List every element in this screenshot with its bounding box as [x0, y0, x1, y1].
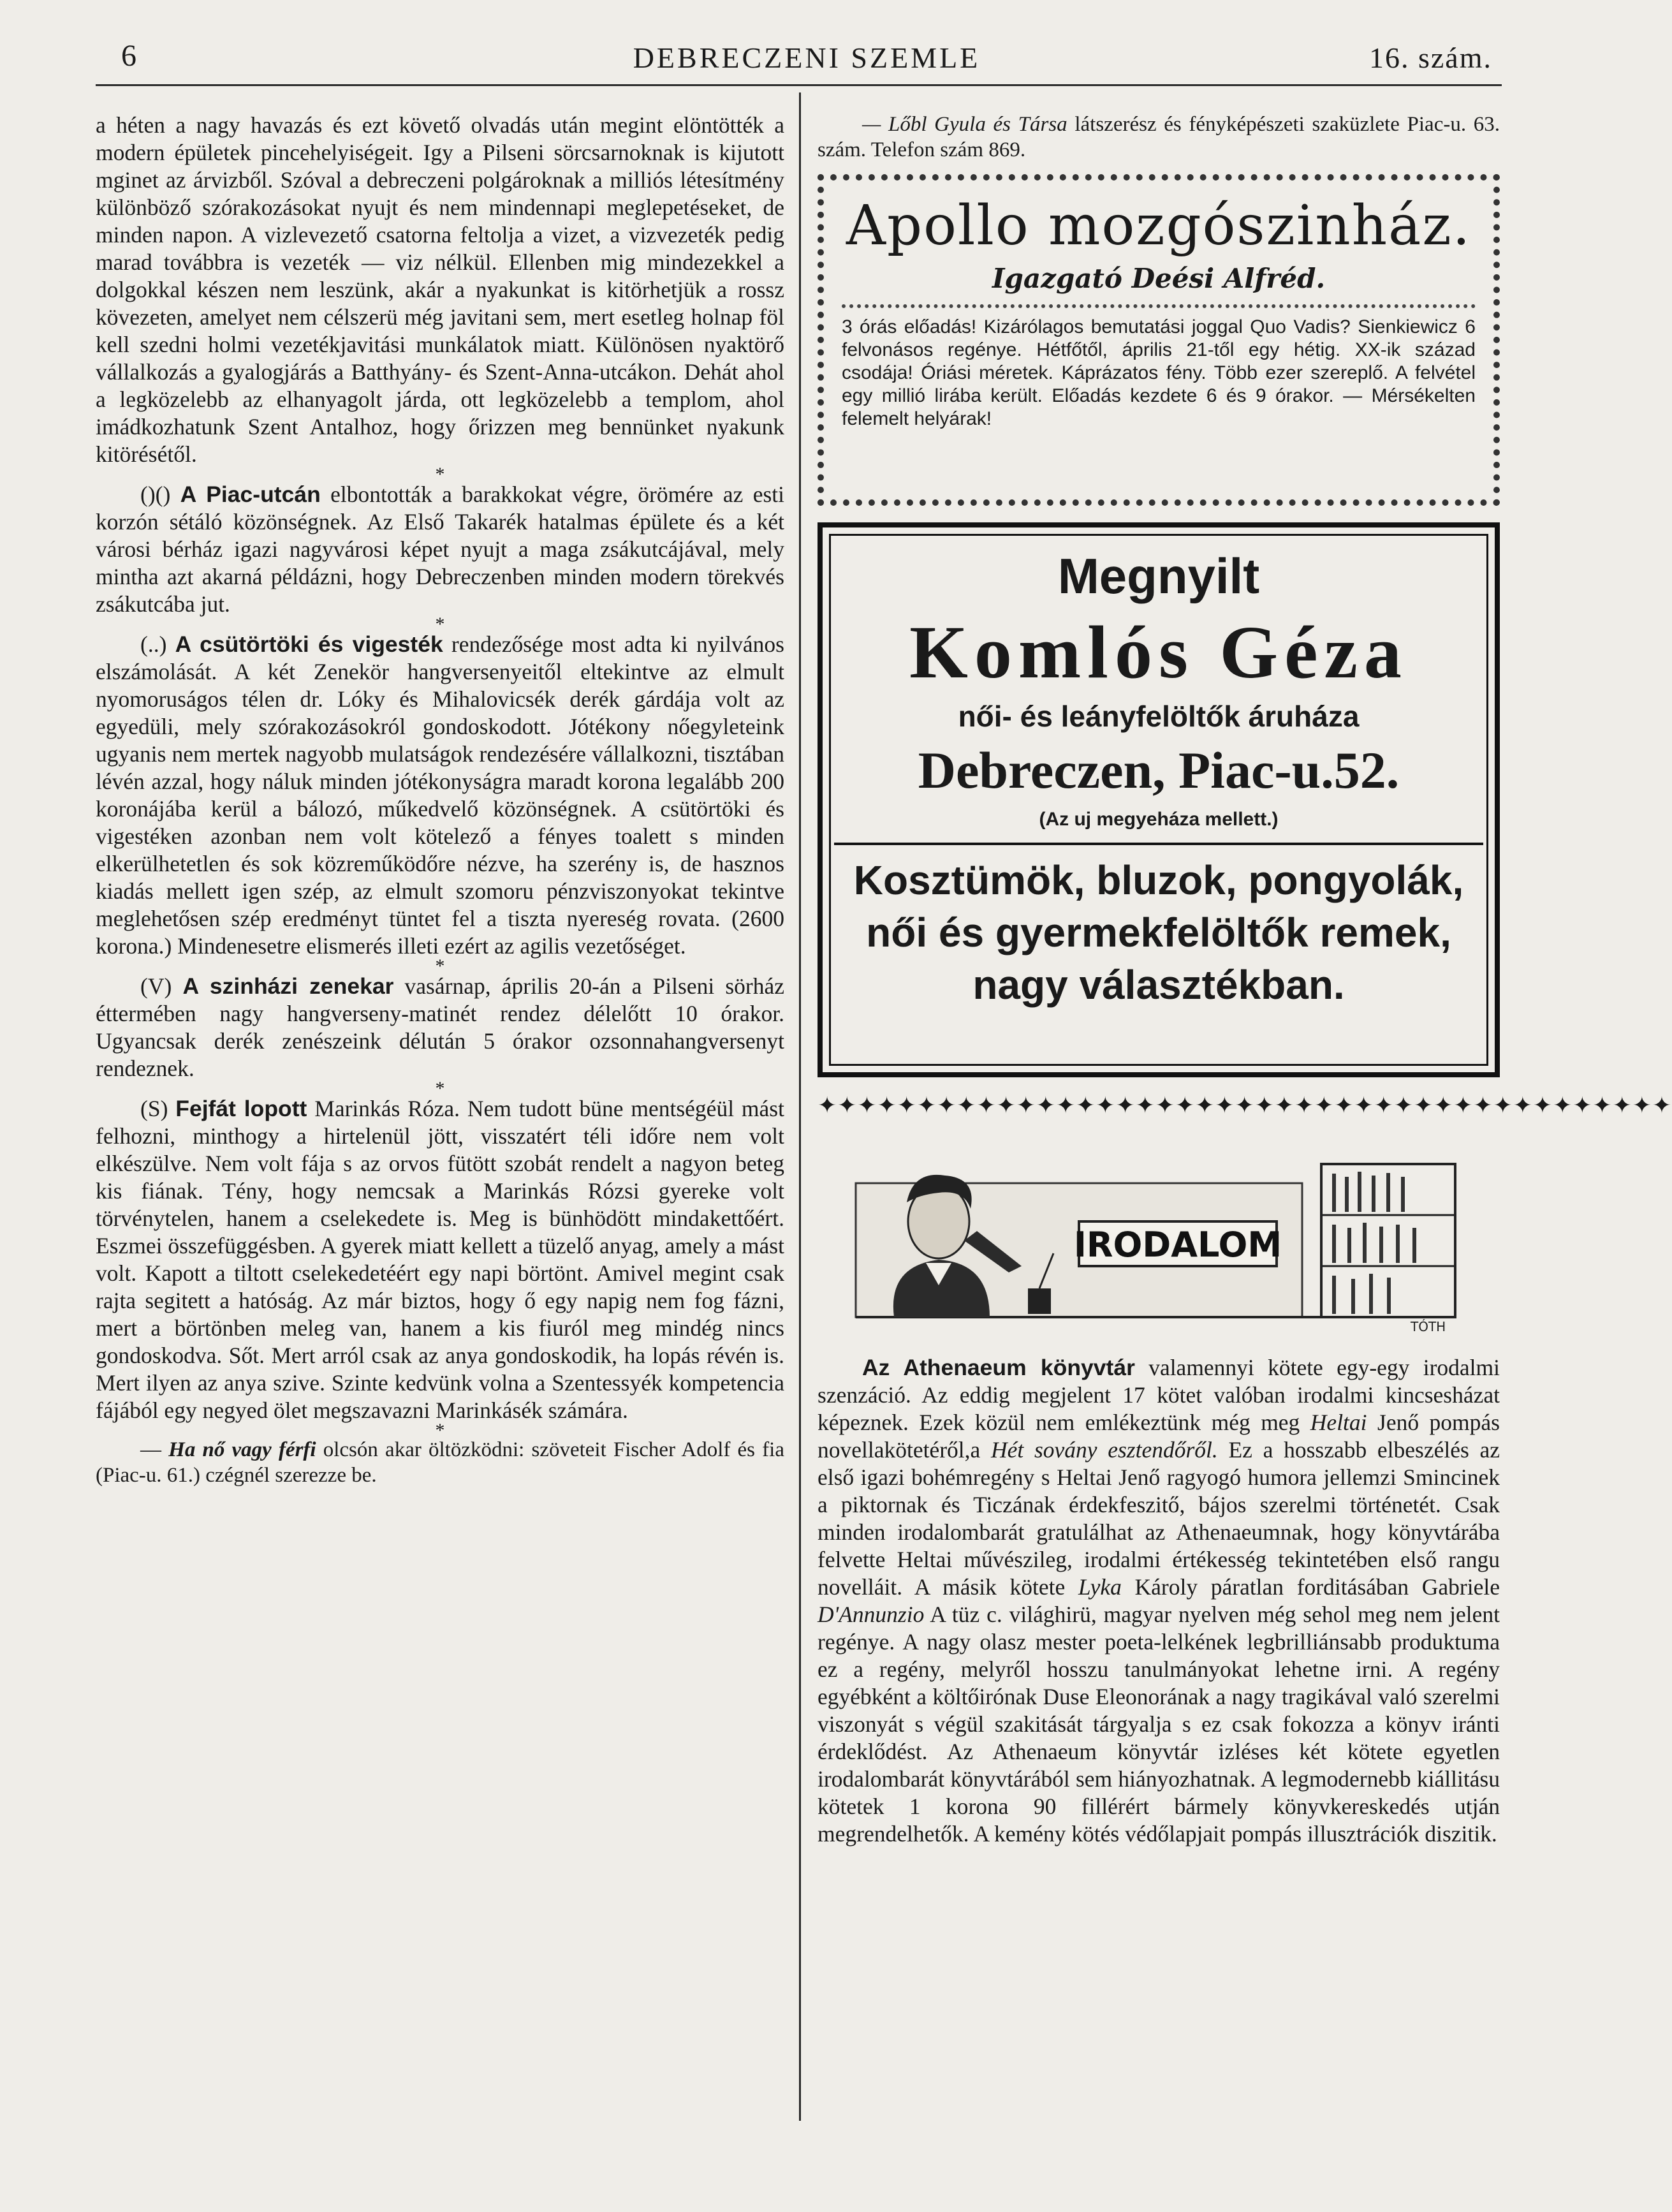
right-column: [818, 112, 1672, 1848]
separator-star: *: [435, 955, 445, 977]
separator-star: *: [435, 1420, 445, 1441]
komlos-opened: Megnyilt: [1057, 548, 1260, 604]
komlos-location: (Az uj megyeháza mellett.): [1039, 809, 1279, 830]
header-rule: [96, 84, 1502, 86]
separator-star: *: [435, 614, 445, 635]
left-column: [96, 112, 784, 1488]
issue-number: 16. szám.: [1368, 41, 1492, 74]
ad-apollo-cinema: [818, 174, 1500, 506]
apollo-text: 3 órás előadás! Kizárólagos bemutatási joggal Quo Vadis? Sienkiewicz 6 felvonásos regénye. Hétfőtől, április 21-től egy hétig. XX-ik század csodája! Óriási méretek. Káprázatos fény. Több ezer szereplő. A felvétel egy millió lirába került. Előadás kezdete 6 és 9 órakor. — Mérsékelten felemelt helyárak!: [842, 316, 1476, 429]
article-piac-utca: ()() A Piac-utcán elbontották a barakkokat végre, örömére az esti korzón sétáló közönségnek. Az Első Takarék hatalmas épülete és a két városi bérház igazi nagyvárosi képet nyujt a maga zsákutcájával, mely mintha azt akarná példázni, hogy Debreczenben minden modern törekvés zsákutcába jut.: [96, 482, 784, 617]
page-header: [121, 38, 1492, 77]
komlos-divider: [834, 843, 1483, 845]
cross-ornament-row: ✦✦✦✦✦✦✦✦✦✦✦✦✦✦✦✦✦✦✦✦✦✦✦✦✦✦✦✦✦✦✦✦✦✦✦✦✦✦✦✦✦✦✦: [818, 1093, 1672, 1118]
article-csutortoki: (..) A csütörtöki és vigesték rendezősége most adta ki nyilvános elszámolását. A két Zenekör hangversenyeitől eltekintve az elmult nyomoruságos télen dr. Lóky és Mihalovicsék derék gárdája volt az egyedüli, mely szórakozásokról gondoskodott. Jótékony nőegyleteink ugyanis nem mertek nagyobb mulatságok rendezésére vállalkozni, tisztában lévén azzal, hogy náluk minden jótékonyságra maradt korona legalább 200 koronájába kerül a bálozó, műkedvelő közönségnek. A csütörtöki és vigestéken azonban nem volt kötelező a fényes toalett s minden elkerülhetetlen és sok közreműködőre nézve, ha szerény is, de hasznos kiadás mellett igen szép, az elmult szomoru pénzviszonyokat tekintve meglehetősen szép eredményt tüntet fel a tiszta nyereség rovata. (2600 korona.) Mindenesetre elismerés illeti ezért az agilis vezetőséget.: [96, 631, 784, 959]
article-zenekar: (V) A szinházi zenekar vasárnap, április 20-án a Pilseni sörház éttermében nagy hangverseny-matinét rendez délelőtt 10 órakor. Ugyancsak derék zenészeink délután 5 órakor ozsonnahangversenyt rendeznek.: [96, 973, 785, 1081]
komlos-address: Debreczen, Piac-u.52.: [918, 741, 1400, 799]
article-flood: a héten a nagy havazás és ezt követő olvadás után megint elöntötték a modern épületek pincehelyiségeit. Igy a Pilseni sörcsarnoknak is kijutott mginet az árvizből. Szóval a debreczeni polgároknak a milliós létesítmény különböző szórakozásokat nyujt és nem mindennapi meglepetéseket, de minden napon. A vizlevezető csatorna feltolja a vizet, a vizvezeték pedig marad továbbra is vezeték — viz nélkül. Ellenben mig mindezekkel a dolgokkal készen nem leszünk, akár a nyakunkat is kitörhetjük a rossz kövezeten, amelyet nem célszerü még javitani sem, mert esetleg holnap föl kell szedni holmi vezetékjavitási munkálatok miatt. Különösen nyaktörő vállalkozás a gyalogjárás a Batthyány- és Szent-Anna-utcákon. Dehát ahol a legközelebb az elhanyagolt járda, ott legközelebb a templom, ahol imádkozhatunk Szent Antalhoz, hogy őrizzen meg bennünket nyakunk kitörésétől.: [96, 112, 784, 467]
ad-fischer: — Ha nő vagy férfi olcsón akar öltözködni: szöveteit Fischer Adolf és fia (Piac-u. 61.) czégnél szerezze be.: [96, 1438, 784, 1487]
komlos-store-type: női- és leányfelöltők áruháza: [958, 700, 1360, 733]
journal-title: DEBRECZENI SZEMLE: [633, 41, 981, 74]
separator-star: *: [435, 464, 445, 485]
komlos-name: Komlós Géza: [909, 610, 1408, 694]
books-icon: [1334, 1172, 1414, 1314]
ad-komlos-geza: [818, 522, 1500, 1077]
komlos-products: Kosztümök, bluzok, pongyolák, női és gyermekfelöltők remek, nagy választékban.: [853, 857, 1464, 1008]
inkwell-icon: [1028, 1288, 1051, 1314]
article-fejfa: (S) Fejfát lopott Marinkás Róza. Nem tudott büne mentségéül mást felhozni, minthogy a hirtelenül jött, visszatért téli időre nem volt elkészülve. Nem volt fája s az orvos fütött szobát rendelt a nagyon beteg kis fiának. Tény, hogy nemcsak a Marinkás Rózsi gyereke volt törvénytelen, hanem a cselekedete is. Meg is bünhödött mindakettőért. Eszmei összefüggésben. A gyerek miatt kellett a tüzelő anyag, amely a mást volt. Kapott a tiltott cselekedetéért egy napi börtönt. Amivel megint csak rajta segitett a hatóság. Az már biztos, hogy ő egy napig nem fog fázni, mert a börtönben meleg van, hanem a kis fiuról meg mindég nincs gondoskodva. Sőt. Mert arról csak az anya gondoskodik, ha lopás révén is. Mert ilyen az anya szive. Szinte kedvünk volna a Szentessyék kompetencia fájából egy negyed ölet megszavazni Marinkásék számára.: [96, 1096, 784, 1423]
dotted-divider: [842, 304, 1476, 308]
column-divider: [799, 92, 801, 2121]
artist-signature: TÓTH: [1411, 1319, 1446, 1334]
separator-star: *: [435, 1078, 445, 1099]
page-number: 6: [121, 39, 136, 73]
ad-lobl: — Lőbl Gyula és Társa látszerész és fényképészeti szaküzlete Piac-u. 63. szám. Telefon szám 869.: [818, 113, 1500, 161]
irodalom-drawing: [818, 1126, 1500, 1343]
article-athenaeum: Az Athenaeum könyvtár valamennyi kötete egy-egy irodalmi szenzáció. Az eddig megjelent 17 kötet valóban irodalmi kincsesházat képeznek. Ezek közül nem emlékeztünk még meg Heltai Jenő pompás novellakötetéről,a Hét sovány esztendőről. Ez a hosszabb elbeszélés az első igazi bohémregény s Heltai Jenő ragyogó humora jellemzi Smincinek a piktornak és Ticzának érdekfeszitő, bájos szerelmi történetét. Csak minden irodalombarát gratulálhat az Athenaeumnak, hogy könyvtárába felvette Heltai művészileg, irodalmi értékesség tekintetében első rangu novelláit. A másik kötete Lyka Károly páratlan forditásában Gabriele D'Annunzio A tüz c. világhirü, magyar nyelven még sehol meg nem jelent regénye. A nagy olasz mester poeta-lelkének legbrilliánsabb produktuma ez a regény, melyről hosszu tanulmányokat lehetne irni. A regény egyébként a költőirónak Duse Eleonorának a nagy tragikával való szerelmi viszonyát s végül szakitását tárgyalja s ez csak fokozza a könyv iránti érdeklődést. Az Athenaeum könyvtár izléses két kötete egyetlen irodalombarát könyvtárából sem hiányozhatnak. A legmodernebb kiállitásu kötetek 1 korona 90 fillérért bármely könyvkereskedés utján megrendelhetők. A kemény kötés védőlapjait pompás illusztrációk diszitik.: [818, 1355, 1500, 1847]
irodalom-illustration: [818, 1126, 1500, 1343]
apollo-name: Apollo mozgószinház.: [846, 194, 1472, 258]
irodalom-label: IRODALOM: [1073, 1225, 1282, 1265]
apollo-director: Igazgató Deési Alfréd.: [992, 263, 1326, 294]
